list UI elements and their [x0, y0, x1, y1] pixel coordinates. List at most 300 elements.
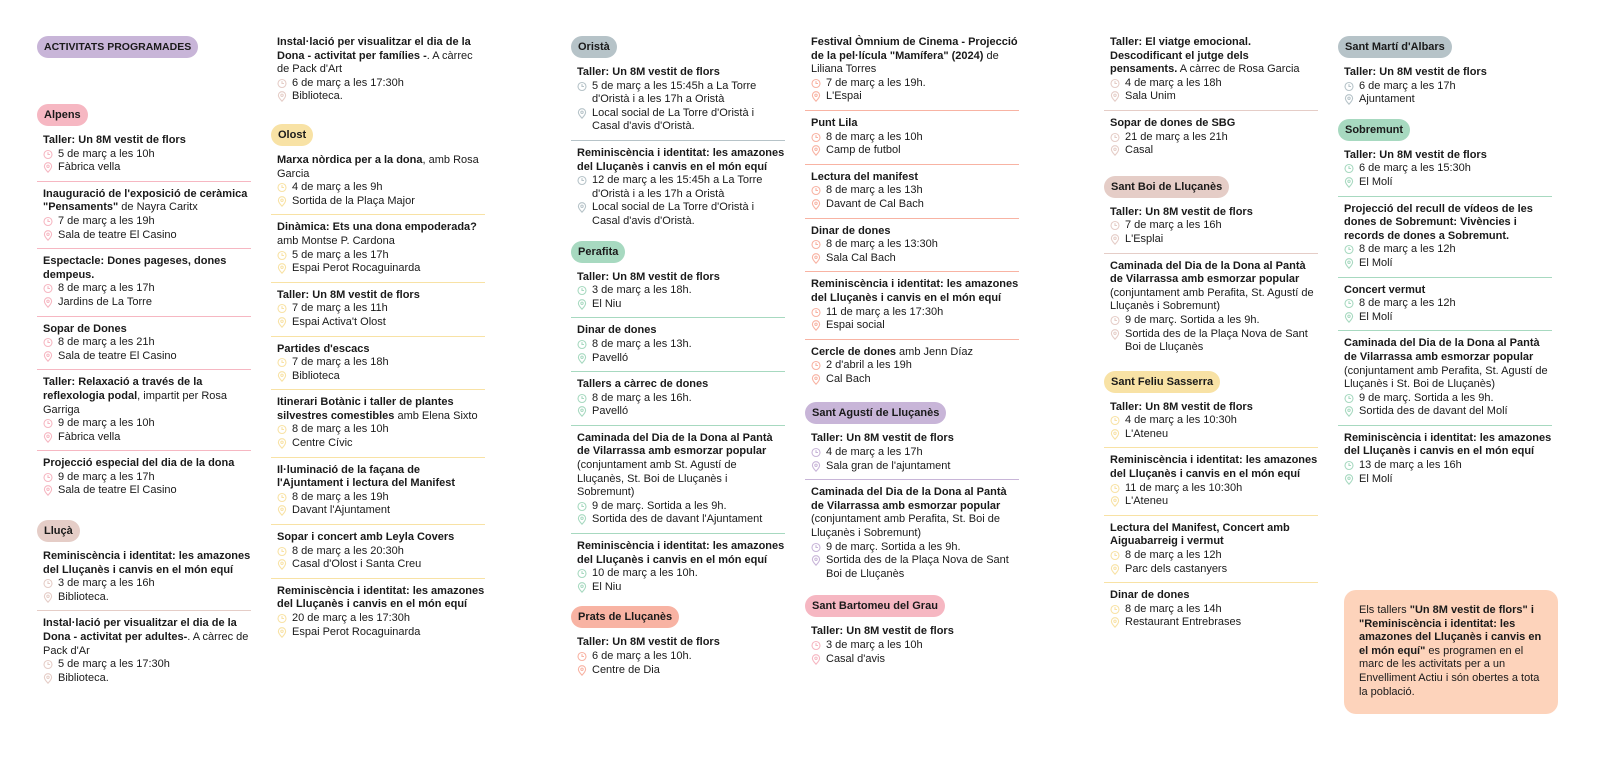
- event-place-row: [277, 504, 485, 518]
- event-title-bold: Dinàmica: Ets una dona empoderada?: [277, 221, 477, 234]
- event-date: 8 de març a les 20:30h: [292, 544, 404, 557]
- event-title-bold: Taller: Un 8M vestit de flors: [277, 288, 420, 301]
- event-date: 7 de març a les 11h: [292, 302, 388, 315]
- event-item: [805, 278, 1019, 339]
- heading-tag: ACTIVITATS PROGRAMADES: [37, 36, 198, 58]
- event-title-bold: Taller: Un 8M vestit de flors: [811, 625, 954, 638]
- clock-icon: [277, 492, 287, 503]
- town-tag: Sant Feliu Sasserra: [1104, 371, 1220, 393]
- event-place: Biblioteca.: [58, 671, 109, 684]
- event-date: 13 de març a les 16h: [1359, 459, 1462, 472]
- event-place: Espai Activa't Olost: [292, 315, 386, 328]
- event-date: 9 de març a les 10h: [58, 417, 155, 430]
- event-place: L'Ateneu: [1125, 427, 1169, 440]
- event-date: 9 de març. Sortida a les 9h.: [1125, 313, 1260, 326]
- event-title-bold: Festival Òmnium de Cinema - Projecció de la pel·lícula "Mamífera" (2024): [811, 36, 1018, 62]
- location-pin-icon: [811, 555, 821, 566]
- location-pin-icon: [1110, 145, 1120, 156]
- event-place-row: [277, 90, 485, 104]
- clock-icon: [1344, 298, 1354, 309]
- event-date: 4 de març a les 18h: [1125, 76, 1222, 89]
- event-date-row: [577, 500, 785, 514]
- location-pin-icon: [277, 559, 287, 570]
- event-place: Cal Bach: [826, 372, 871, 385]
- column-3: [571, 36, 785, 689]
- event-place: Espai Perot Rocaguinarda: [292, 262, 421, 275]
- event-item: [1338, 432, 1552, 492]
- event-title-bold: Taller: Un 8M vestit de flors: [1344, 66, 1487, 78]
- event-item: [1104, 36, 1318, 111]
- event-date-row: [811, 238, 1019, 252]
- clock-icon: [577, 651, 587, 662]
- event-date: 8 de març a les 10h: [292, 423, 389, 436]
- event-item: [271, 396, 485, 457]
- event-date-row: [277, 302, 485, 316]
- event-date-row: [1110, 77, 1318, 91]
- event-item: [271, 531, 485, 579]
- event-place: Sala de teatre El Casino: [58, 228, 177, 241]
- clock-icon: [1110, 132, 1120, 143]
- event-title-rest: , impartit per Rosa Garriga: [43, 389, 228, 416]
- event-title: [43, 255, 251, 282]
- clock-icon: [577, 339, 587, 350]
- event-date: 8 de març a les 17h: [58, 282, 155, 295]
- town-section: [1104, 176, 1318, 361]
- event-place: Casal d'Olost i Santa Creu: [292, 558, 422, 571]
- event-item: [1104, 522, 1318, 583]
- event-title-bold: Taller: Un 8M vestit de flors: [1110, 205, 1253, 218]
- event-date-row: [811, 639, 1019, 653]
- event-title-bold: Il·luminació de la façana de l'Ajuntament i lectura del Manifest: [277, 463, 456, 490]
- event-place: Local social de La Torre d'Oristà i Casal d'avis d'Oristà.: [592, 201, 755, 227]
- event-title-bold: Sopar i concert amb Leyla Covers: [277, 531, 455, 544]
- clock-icon: [1110, 315, 1120, 326]
- event-place-row: [577, 405, 785, 419]
- event-date: 8 de març a les 14h: [1125, 602, 1222, 615]
- event-date-row: [43, 215, 251, 229]
- location-pin-icon: [577, 406, 587, 417]
- clock-icon: [577, 568, 587, 579]
- location-pin-icon: [577, 202, 587, 213]
- clock-icon: [277, 182, 287, 193]
- event-place: Sortida des de davant l'Ajuntament: [592, 513, 763, 526]
- event-place: Camp de futbol: [826, 144, 901, 157]
- event-title: [43, 550, 251, 577]
- event-title: [811, 36, 1019, 77]
- town-tag: Perafita: [571, 241, 625, 263]
- event-item: [1104, 260, 1318, 361]
- note-text-1: Els tallers: [1359, 604, 1410, 616]
- event-place-row: [811, 653, 1019, 667]
- event-date: 11 de març a les 10:30h: [1125, 481, 1243, 494]
- location-pin-icon: [43, 432, 53, 443]
- clock-icon: [1110, 220, 1120, 231]
- event-date: 5 de març a les 17h: [292, 248, 389, 261]
- clock-icon: [811, 360, 821, 371]
- event-title-bold: Instal·lació per visualitzar el dia de la Dona - activitat per adultes-: [43, 617, 237, 644]
- event-date-row: [1344, 297, 1552, 311]
- event-date: 4 de març a les 10:30h: [1125, 414, 1237, 427]
- event-place-row: [1110, 563, 1318, 577]
- location-pin-icon: [43, 297, 53, 308]
- event-date: 2 d'abril a les 19h: [826, 359, 912, 372]
- event-date: 3 de març a les 18h.: [592, 284, 692, 297]
- event-place: Sala de teatre El Casino: [58, 349, 177, 362]
- event-title-bold: Reminiscència i identitat: les amazones del Lluçanès i canvis en el món equí: [811, 278, 1019, 304]
- location-pin-icon: [811, 199, 821, 210]
- location-pin-icon: [577, 353, 587, 364]
- event-place: L'Espai: [826, 90, 862, 103]
- event-title-bold: Taller: Un 8M vestit de flors: [811, 432, 954, 445]
- event-title-rest: (conjuntament amb St. Agustí de Lluçanès, St. Boi de Lluçanès i Sobremunt): [577, 459, 737, 499]
- event-item: [1338, 203, 1552, 278]
- event-title-bold: Projecció especial del dia de la dona: [43, 457, 235, 470]
- town-section: [37, 104, 251, 504]
- event-item: [805, 346, 1019, 393]
- event-date: 7 de març a les 16h: [1125, 219, 1222, 232]
- event-item: [37, 376, 251, 451]
- event-title-bold: Dinar de dones: [577, 324, 657, 337]
- event-title-bold: Caminada del Dia de la Dona al Pantà de Vilarrassa amb esmorzar popular: [1110, 259, 1306, 286]
- event-title-rest: . A càrrec de Pack d'Ar: [43, 631, 249, 657]
- event-item: [805, 625, 1019, 672]
- event-title-bold: Inauguració de l'exposició de ceràmica "Pensaments": [43, 187, 248, 214]
- event-place: El Niu: [592, 297, 622, 310]
- event-item: [271, 343, 485, 391]
- event-place: Davant de Cal Bach: [826, 197, 924, 210]
- event-date: 9 de març. Sortida a les 9h.: [826, 540, 961, 553]
- event-item: [37, 323, 251, 371]
- event-title-rest: amb Jenn Díaz: [895, 345, 974, 358]
- event-title-bold: Sopar de dones de SBG: [1110, 116, 1236, 129]
- event-title: [1110, 117, 1318, 131]
- town-tag: Sant Bartomeu del Grau: [805, 595, 945, 617]
- town-section: [805, 595, 1019, 672]
- town-section: [805, 36, 1019, 392]
- event-place-row: [277, 316, 485, 330]
- event-date-row: [811, 131, 1019, 145]
- event-title: [811, 225, 1019, 239]
- event-title: [1110, 401, 1318, 415]
- event-place: Pavelló: [592, 351, 629, 364]
- event-place-row: [43, 672, 251, 686]
- event-place: Local social de La Torre d'Oristà i Casal d'avis d'Oristà.: [592, 106, 755, 133]
- event-title-bold: Reminiscència i identitat: les amazones del Lluçanès i canvis en el món equí: [577, 146, 785, 173]
- event-date-row: [43, 148, 251, 162]
- location-pin-icon: [577, 665, 587, 676]
- event-title: [43, 617, 251, 658]
- event-date-row: [43, 282, 251, 296]
- clock-icon: [277, 546, 287, 557]
- event-title-rest: de Nayra Caritx: [118, 201, 198, 214]
- event-title-bold: Punt Lila: [811, 116, 858, 129]
- event-place: Centre de Dia: [592, 663, 660, 676]
- event-title-bold: Marxa nòrdica per a la dona: [277, 153, 423, 166]
- event-place: Biblioteca.: [292, 90, 343, 103]
- town-section: [571, 241, 785, 601]
- location-pin-icon: [811, 253, 821, 264]
- event-date: 6 de març a les 15:30h: [1359, 162, 1471, 175]
- event-place-row: [43, 591, 251, 605]
- event-item: [571, 540, 785, 600]
- note-text-2: es programen en el marc de les activitats per a un Envelliment Actiu i són obertes a tota la població.: [1359, 644, 1540, 698]
- event-date-row: [1110, 549, 1318, 563]
- clock-icon: [277, 250, 287, 261]
- clock-icon: [1344, 163, 1354, 174]
- event-title-bold: Lectura del manifest: [811, 170, 918, 183]
- location-pin-icon: [1344, 177, 1354, 188]
- event-title-bold: Dinar de dones: [1110, 589, 1190, 602]
- event-place: Sortida de la Plaça Major: [292, 194, 415, 207]
- event-place: Ajuntament: [1359, 93, 1415, 106]
- event-date: 6 de març a les 17:30h: [292, 76, 404, 89]
- clock-icon: [1110, 550, 1120, 561]
- event-item: [1338, 66, 1552, 113]
- event-item: [1338, 284, 1552, 332]
- event-title: [277, 531, 485, 545]
- event-date: 5 de març a les 17:30h: [58, 658, 170, 671]
- column-4: [805, 36, 1019, 678]
- event-title: [277, 585, 485, 612]
- event-place-row: [811, 319, 1019, 333]
- event-title: [1110, 522, 1318, 549]
- event-title-bold: Taller: Un 8M vestit de flors: [577, 270, 720, 283]
- event-place-row: [577, 581, 785, 595]
- event-title-bold: Caminada del Dia de la Dona al Pantà de Vilarrassa amb esmorzar popular: [1344, 337, 1540, 363]
- event-date-row: [811, 306, 1019, 320]
- town-tag: Sobremunt: [1338, 119, 1410, 141]
- event-date: 9 de març. Sortida a les 9h.: [1359, 391, 1494, 404]
- location-pin-icon: [277, 627, 287, 638]
- event-place-row: [43, 431, 251, 445]
- event-place-row: [1110, 495, 1318, 509]
- town-tag: Oristà: [571, 36, 617, 58]
- town-section: [271, 124, 485, 645]
- event-place-row: [1110, 616, 1318, 630]
- event-date-row: [1344, 162, 1552, 176]
- event-place: Casal: [1125, 144, 1154, 157]
- event-item: [271, 289, 485, 337]
- event-title-bold: Reminiscència i identitat: les amazones del Lluçanès i canvis en el món equí: [1110, 454, 1318, 481]
- event-place-row: [811, 373, 1019, 387]
- event-date-row: [577, 80, 785, 107]
- event-item: [1338, 149, 1552, 197]
- event-date-row: [43, 417, 251, 431]
- location-pin-icon: [277, 91, 287, 102]
- clock-icon: [577, 175, 587, 186]
- location-pin-icon: [43, 485, 53, 496]
- event-title-rest: (conjuntament amb Perafita, St. Agustí de Lluçanès i Sobremunt): [1110, 286, 1314, 313]
- event-title: [811, 432, 1019, 446]
- event-place-row: [277, 558, 485, 572]
- clock-icon: [577, 393, 587, 404]
- clock-icon: [811, 185, 821, 196]
- event-title-bold: Taller: Un 8M vestit de flors: [577, 636, 720, 649]
- event-place: Sala de teatre El Casino: [58, 484, 177, 497]
- location-pin-icon: [277, 505, 287, 516]
- event-place-row: [811, 252, 1019, 266]
- event-date-row: [577, 650, 785, 664]
- event-item: [37, 617, 251, 691]
- location-pin-icon: [577, 582, 587, 593]
- event-place-row: [1110, 90, 1318, 104]
- town-section: [271, 36, 485, 110]
- event-place: Fàbrica vella: [58, 161, 121, 174]
- event-place: Sortida des de la Plaça Nova de Sant Boi de Lluçanès: [1125, 327, 1308, 354]
- event-date: 8 de març a les 12h: [1125, 549, 1222, 562]
- event-date-row: [1344, 459, 1552, 473]
- event-item: [271, 154, 485, 215]
- event-title-bold: Caminada del Dia de la Dona al Pantà de Vilarrassa amb esmorzar popular: [811, 486, 1007, 512]
- event-title: [577, 324, 785, 338]
- column-6: [1338, 36, 1552, 498]
- event-date: 8 de març a les 13h.: [592, 337, 692, 350]
- event-date: 4 de març a les 9h: [292, 181, 383, 194]
- event-place-row: [1344, 405, 1552, 419]
- clock-icon: [811, 239, 821, 250]
- event-item: [571, 378, 785, 426]
- event-place-row: [577, 201, 785, 228]
- event-date-row: [577, 174, 785, 201]
- event-title: [811, 486, 1019, 540]
- event-title-bold: Taller: Un 8M vestit de flors: [1344, 148, 1487, 161]
- event-title-rest: (conjuntament amb Perafita, St. Boi de Lluçanès i Sobremunt): [811, 513, 1000, 540]
- event-date-row: [43, 471, 251, 485]
- event-title: [277, 396, 485, 423]
- event-item: [805, 117, 1019, 165]
- event-date-row: [577, 567, 785, 581]
- event-place: Casal d'avis: [826, 652, 885, 665]
- clock-icon: [811, 640, 821, 651]
- clock-icon: [277, 613, 287, 624]
- event-place-row: [43, 484, 251, 498]
- event-item: [571, 66, 785, 141]
- event-title-rest: A càrrec de Rosa Garcia: [1177, 63, 1300, 76]
- event-item: [571, 432, 785, 534]
- event-date: 10 de març a les 10h.: [592, 567, 698, 580]
- note-bold: "Un 8M vestit de flors" i "Reminiscència i identitat: les amazones del Lluçanès i canvis en el món equí": [1359, 604, 1542, 657]
- event-title-bold: Itinerari Botànic i taller de plantes silvestres comestibles: [277, 396, 454, 422]
- event-place-row: [277, 370, 485, 384]
- location-pin-icon: [1344, 406, 1354, 417]
- event-date-row: [1344, 392, 1552, 406]
- location-pin-icon: [1110, 329, 1120, 340]
- clock-icon: [1344, 393, 1354, 404]
- location-pin-icon: [1110, 496, 1120, 507]
- location-pin-icon: [811, 654, 821, 665]
- location-pin-icon: [1110, 91, 1120, 102]
- location-pin-icon: [277, 196, 287, 207]
- event-place: Biblioteca: [292, 369, 340, 382]
- event-place: Centre Cívic: [292, 437, 353, 450]
- event-place-row: [1344, 311, 1552, 325]
- event-title: [1110, 206, 1318, 220]
- event-title: [1344, 66, 1552, 80]
- event-title: [277, 221, 485, 248]
- event-place-row: [811, 554, 1019, 581]
- event-date-row: [277, 491, 485, 505]
- event-title: [577, 271, 785, 285]
- event-item: [571, 147, 785, 235]
- event-date: 8 de març a les 16h.: [592, 391, 692, 404]
- town-tag: Prats de Lluçanès: [571, 606, 679, 628]
- event-place-row: [577, 513, 785, 527]
- event-title: [811, 278, 1019, 305]
- event-date-row: [277, 423, 485, 437]
- event-date: 8 de març a les 13:30h: [826, 238, 938, 251]
- event-date: 8 de març a les 19h: [292, 490, 389, 503]
- event-item: [571, 271, 785, 319]
- event-title-bold: Concert vermut: [1344, 283, 1426, 296]
- event-title: [43, 323, 251, 337]
- location-pin-icon: [577, 299, 587, 310]
- event-place-row: [577, 298, 785, 312]
- event-title: [577, 540, 785, 567]
- event-title: [811, 625, 1019, 639]
- event-item: [37, 550, 251, 611]
- event-date: 21 de març a les 21h: [1125, 130, 1228, 143]
- clock-icon: [43, 418, 53, 429]
- event-place-row: [43, 161, 251, 175]
- event-item: [571, 636, 785, 683]
- clock-icon: [577, 81, 587, 92]
- clock-icon: [811, 132, 821, 143]
- event-title-bold: Reminiscència i identitat: les amazones del Lluçanès i canvis en el món equí: [43, 550, 251, 576]
- clock-icon: [277, 357, 287, 368]
- event-date-row: [277, 545, 485, 559]
- location-pin-icon: [277, 317, 287, 328]
- event-date: 7 de març a les 18h: [292, 356, 389, 369]
- event-item: [1104, 206, 1318, 254]
- location-pin-icon: [811, 320, 821, 331]
- event-title-bold: Reminiscència i identitat: les amazones del Lluçanès i canvis en el món equí: [577, 540, 785, 566]
- event-title-rest: de Liliana Torres: [811, 49, 999, 76]
- location-pin-icon: [277, 371, 287, 382]
- event-date: 6 de març a les 17h: [1359, 79, 1456, 92]
- event-date: 5 de març a les 15:45h a La Torre d'Oristà i a les 17h a Oristà: [592, 79, 757, 106]
- clock-icon: [43, 578, 53, 589]
- event-title-bold: Sopar de Dones: [43, 322, 127, 335]
- event-title: [1110, 36, 1318, 77]
- event-item: [805, 171, 1019, 219]
- town-tag: Alpens: [37, 104, 88, 126]
- clock-icon: [43, 472, 53, 483]
- event-date: 6 de març a les 10h.: [592, 650, 692, 662]
- event-date: 20 de març a les 17:30h: [292, 612, 411, 624]
- column-2: [271, 36, 485, 651]
- event-place: El Molí: [1359, 256, 1393, 269]
- location-pin-icon: [1110, 564, 1120, 575]
- event-title: [577, 66, 785, 80]
- event-title-bold: Taller: El viatge emocional. Descodificant el jutge dels pensaments.: [1110, 36, 1252, 76]
- event-title-bold: Dinar de dones: [811, 224, 891, 237]
- location-pin-icon: [1344, 258, 1354, 269]
- clock-icon: [811, 542, 821, 553]
- event-item: [271, 221, 485, 282]
- clock-icon: [43, 216, 53, 227]
- event-place: L'Esplai: [1125, 232, 1164, 245]
- event-title-bold: Taller: Un 8M vestit de flors: [577, 66, 720, 78]
- event-place: Espai social: [826, 319, 885, 332]
- event-title: [1110, 454, 1318, 481]
- clock-icon: [277, 303, 287, 314]
- event-title: [1344, 149, 1552, 163]
- event-title: [277, 154, 485, 181]
- event-date-row: [811, 541, 1019, 555]
- event-title: [1344, 284, 1552, 298]
- event-place: Davant l'Ajuntament: [292, 504, 391, 517]
- event-item: [1338, 337, 1552, 426]
